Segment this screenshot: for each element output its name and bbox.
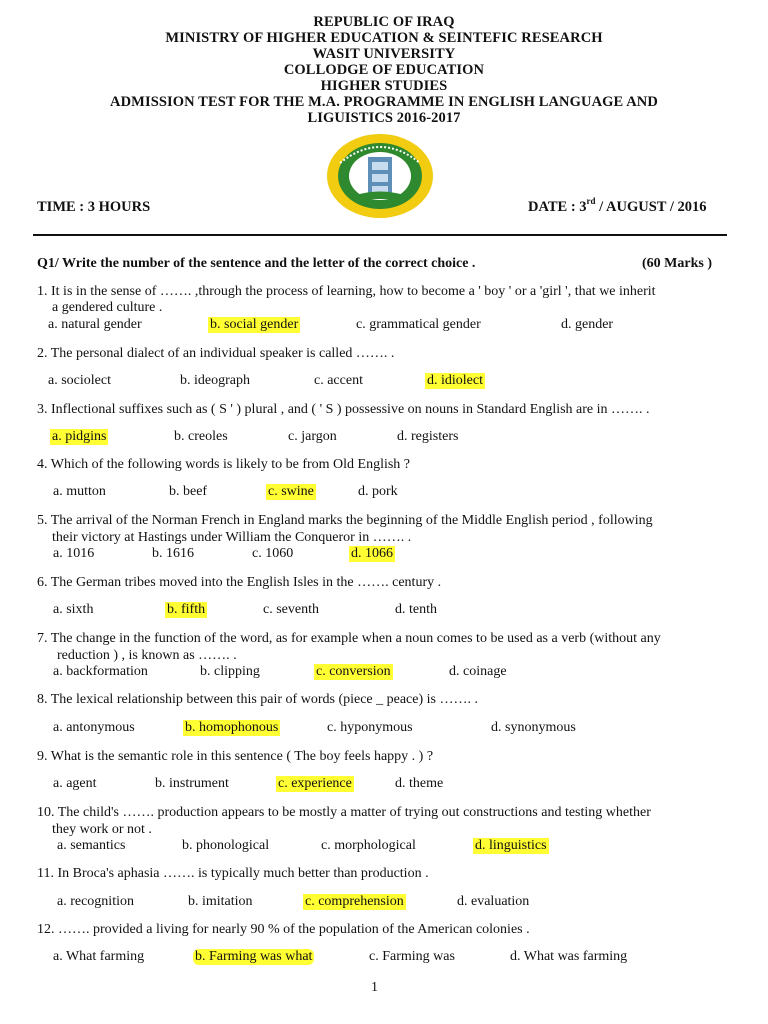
question-6-option-b-answer: b. fifth: [167, 602, 206, 617]
question-8-option-a: a. antonymous: [53, 720, 135, 735]
question-12-option-c: c. Farming was: [369, 949, 455, 964]
question-12-text: 12. ……. provided a living for nearly 90 % of the population of the American colonies .: [37, 922, 530, 937]
question-11-option-b: b. imitation: [188, 894, 253, 909]
header-line-4: COLLODGE OF EDUCATION: [283, 62, 485, 78]
question-2-option-c: c. accent: [314, 373, 363, 388]
question-5-option-a: a. 1016: [53, 546, 95, 561]
question-11-option-a: a. recognition: [57, 894, 134, 909]
university-logo: [326, 133, 434, 219]
question-5-option-c: c. 1060: [252, 546, 294, 561]
question-12-option-b-answer: b. Farming was what: [195, 949, 313, 964]
question-12-option-a: a. What farming: [53, 949, 145, 964]
question-1-option-d: d. gender: [561, 317, 614, 332]
question-3-option-b: b. creoles: [174, 429, 228, 444]
question-1-option-a: a. natural gender: [48, 317, 142, 332]
question-5-option-b: b. 1616: [152, 546, 194, 561]
question-3-option-a-answer: a. pidgins: [52, 429, 107, 444]
question-10-text-cont: they work or not .: [52, 822, 152, 837]
question-6-option-c: c. seventh: [263, 602, 319, 617]
question-2-option-b: b. ideograph: [180, 373, 250, 388]
question-8-text: 8. The lexical relationship between this pair of words (piece _ peace) is ……. .: [37, 692, 478, 707]
header-line-7: LIGUISTICS 2016-2017: [307, 110, 461, 126]
header-line-2: MINISTRY OF HIGHER EDUCATION & SEINTEFIC RESEARCH: [165, 30, 603, 46]
question-8-option-d: d. synonymous: [491, 720, 576, 735]
page-number: 1: [371, 980, 378, 995]
q1-marks: (60 Marks ): [642, 256, 712, 271]
question-10-text: 10. The child's ……. production appears to be mostly a matter of trying out constructions and testing whether: [37, 805, 651, 820]
header-line-1: REPUBLIC OF IRAQ: [313, 14, 455, 30]
question-10-option-d-answer: d. linguistics: [475, 838, 547, 853]
question-9-text: 9. What is the semantic role in this sentence ( The boy feels happy . ) ?: [37, 749, 434, 764]
question-10-option-b: b. phonological: [182, 838, 270, 853]
question-7-option-d: d. coinage: [449, 664, 507, 679]
question-5-text-cont: their victory at Hastings under William the Conqueror in ……. .: [52, 530, 412, 545]
question-4-option-b: b. beef: [169, 484, 208, 499]
question-3-text: 3. Inflectional suffixes such as ( S ' ) plural , and ( ' S ) possessive on nouns in Standard English are in ……. .: [37, 402, 650, 417]
question-10-option-c: c. morphological: [321, 838, 416, 853]
question-2-option-a: a. sociolect: [48, 373, 111, 388]
header-line-5: HIGHER STUDIES: [320, 78, 448, 94]
question-12-option-d: d. What was farming: [510, 949, 628, 964]
question-11-option-d: d. evaluation: [457, 894, 530, 909]
question-11-text: 11. In Broca's aphasia ……. is typically much better than production .: [37, 866, 429, 881]
question-4-option-a: a. mutton: [53, 484, 106, 499]
question-9-option-b: b. instrument: [155, 776, 229, 791]
exam-time: TIME : 3 HOURS: [37, 199, 151, 215]
header-line-3: WASIT UNIVERSITY: [312, 46, 456, 62]
question-1-text-cont: a gendered culture .: [52, 300, 163, 315]
question-9-option-a: a. agent: [53, 776, 97, 791]
question-5-text: 5. The arrival of the Norman French in England marks the beginning of the Middle English period , following: [37, 513, 653, 528]
question-2-option-d-answer: d. idiolect: [427, 373, 483, 388]
exam-date: DATE : 3rd / AUGUST / 2016: [528, 196, 707, 215]
question-4-text: 4. Which of the following words is likely to be from Old English ?: [37, 457, 411, 472]
header-line-6: ADMISSION TEST FOR THE M.A. PROGRAMME IN ENGLISH LANGUAGE AND: [110, 94, 658, 110]
question-6-option-d: d. tenth: [395, 602, 437, 617]
question-5-option-d-answer: d. 1066: [351, 546, 393, 561]
question-3-option-d: d. registers: [397, 429, 459, 444]
question-7-option-b: b. clipping: [200, 664, 260, 679]
question-1-option-c: c. grammatical gender: [356, 317, 481, 332]
question-6-option-a: a. sixth: [53, 602, 94, 617]
question-9-option-c-answer: c. experience: [278, 776, 352, 791]
question-10-option-a: a. semantics: [57, 838, 126, 853]
question-6-text: 6. The German tribes moved into the English Isles in the ……. century .: [37, 575, 442, 590]
question-8-option-c: c. hyponymous: [327, 720, 413, 735]
q1-instruction: Q1/ Write the number of the sentence and the letter of the correct choice .: [37, 256, 476, 271]
question-7-text-cont: reduction ) , is known as ……. .: [57, 648, 237, 663]
question-3-option-c: c. jargon: [288, 429, 337, 444]
question-8-option-b-answer: b. homophonous: [185, 720, 279, 735]
question-4-option-c-answer: c. swine: [268, 484, 314, 499]
question-7-option-a: a. backformation: [53, 664, 148, 679]
question-7-option-c-answer: c. conversion: [316, 664, 391, 679]
question-4-option-d: d. pork: [358, 484, 398, 499]
header-divider: [33, 234, 727, 236]
question-9-option-d: d. theme: [395, 776, 444, 791]
question-11-option-c-answer: c. comprehension: [305, 894, 404, 909]
document-header: [0, 14, 768, 126]
question-7-text: 7. The change in the function of the word, as for example when a noun comes to be used as a verb (without any: [37, 631, 661, 646]
question-1-text: 1. It is in the sense of ……. ,through the process of learning, how to become a ' boy ' or a 'girl ', that we inherit: [37, 284, 656, 299]
question-1-option-b-answer: b. social gender: [210, 317, 299, 332]
question-2-text: 2. The personal dialect of an individual speaker is called ……. .: [37, 346, 395, 361]
